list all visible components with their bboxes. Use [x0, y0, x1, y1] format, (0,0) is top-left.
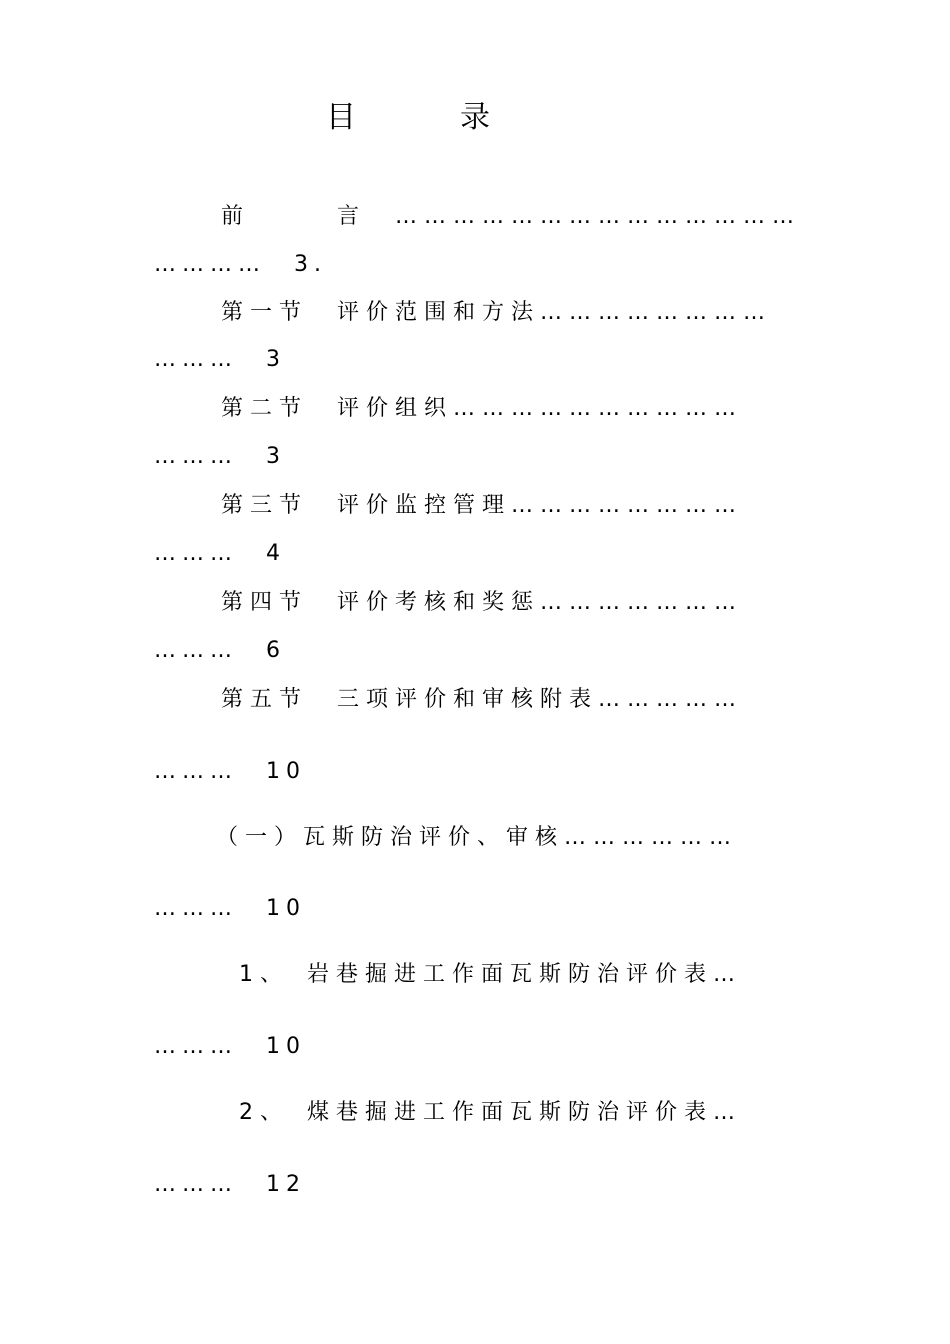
toc-entry-section-2-page: ……… 3: [154, 444, 286, 469]
toc-entry-section-3-page: ……… 4: [154, 541, 286, 566]
toc-entry-subsection-1: （一）瓦斯防治评价、审核………………: [216, 825, 739, 850]
toc-entry-item-1-page: ……… 10: [154, 1034, 306, 1059]
toc-entry-subsection-1-page: ……… 10: [154, 896, 306, 921]
toc-entry-section-1: 第一节 评价范围和方法……………………: [221, 300, 773, 325]
toc-entry-section-4: 第四节 评价考核和奖惩…………………: [221, 590, 744, 615]
toc-entry-preface: 前 言 ……………………………………: [221, 204, 802, 229]
toc-entry-item-1: 1、 岩巷掘进工作面瓦斯防治评价表…: [239, 962, 742, 987]
toc-entry-section-3: 第三节 评价监控管理……………………: [221, 493, 744, 518]
toc-entry-section-4-page: ……… 6: [154, 638, 286, 663]
toc-entry-preface-page: ………… 3.: [154, 252, 327, 277]
toc-title: [0, 96, 950, 140]
toc-title-left: 目: [326, 100, 358, 135]
toc-entry-section-2: 第二节 评价组织…………………………: [221, 396, 744, 421]
toc-entry-section-5: 第五节 三项评价和审核附表……………: [221, 687, 744, 712]
toc-entry-item-2-page: ……… 12: [154, 1172, 306, 1197]
toc-entry-section-1-page: ……… 3: [154, 347, 286, 372]
toc-entry-item-2: 2、 煤巷掘进工作面瓦斯防治评价表…: [239, 1100, 742, 1125]
toc-entry-section-5-page: ……… 10: [154, 759, 306, 784]
toc-title-right: 录: [460, 100, 492, 135]
